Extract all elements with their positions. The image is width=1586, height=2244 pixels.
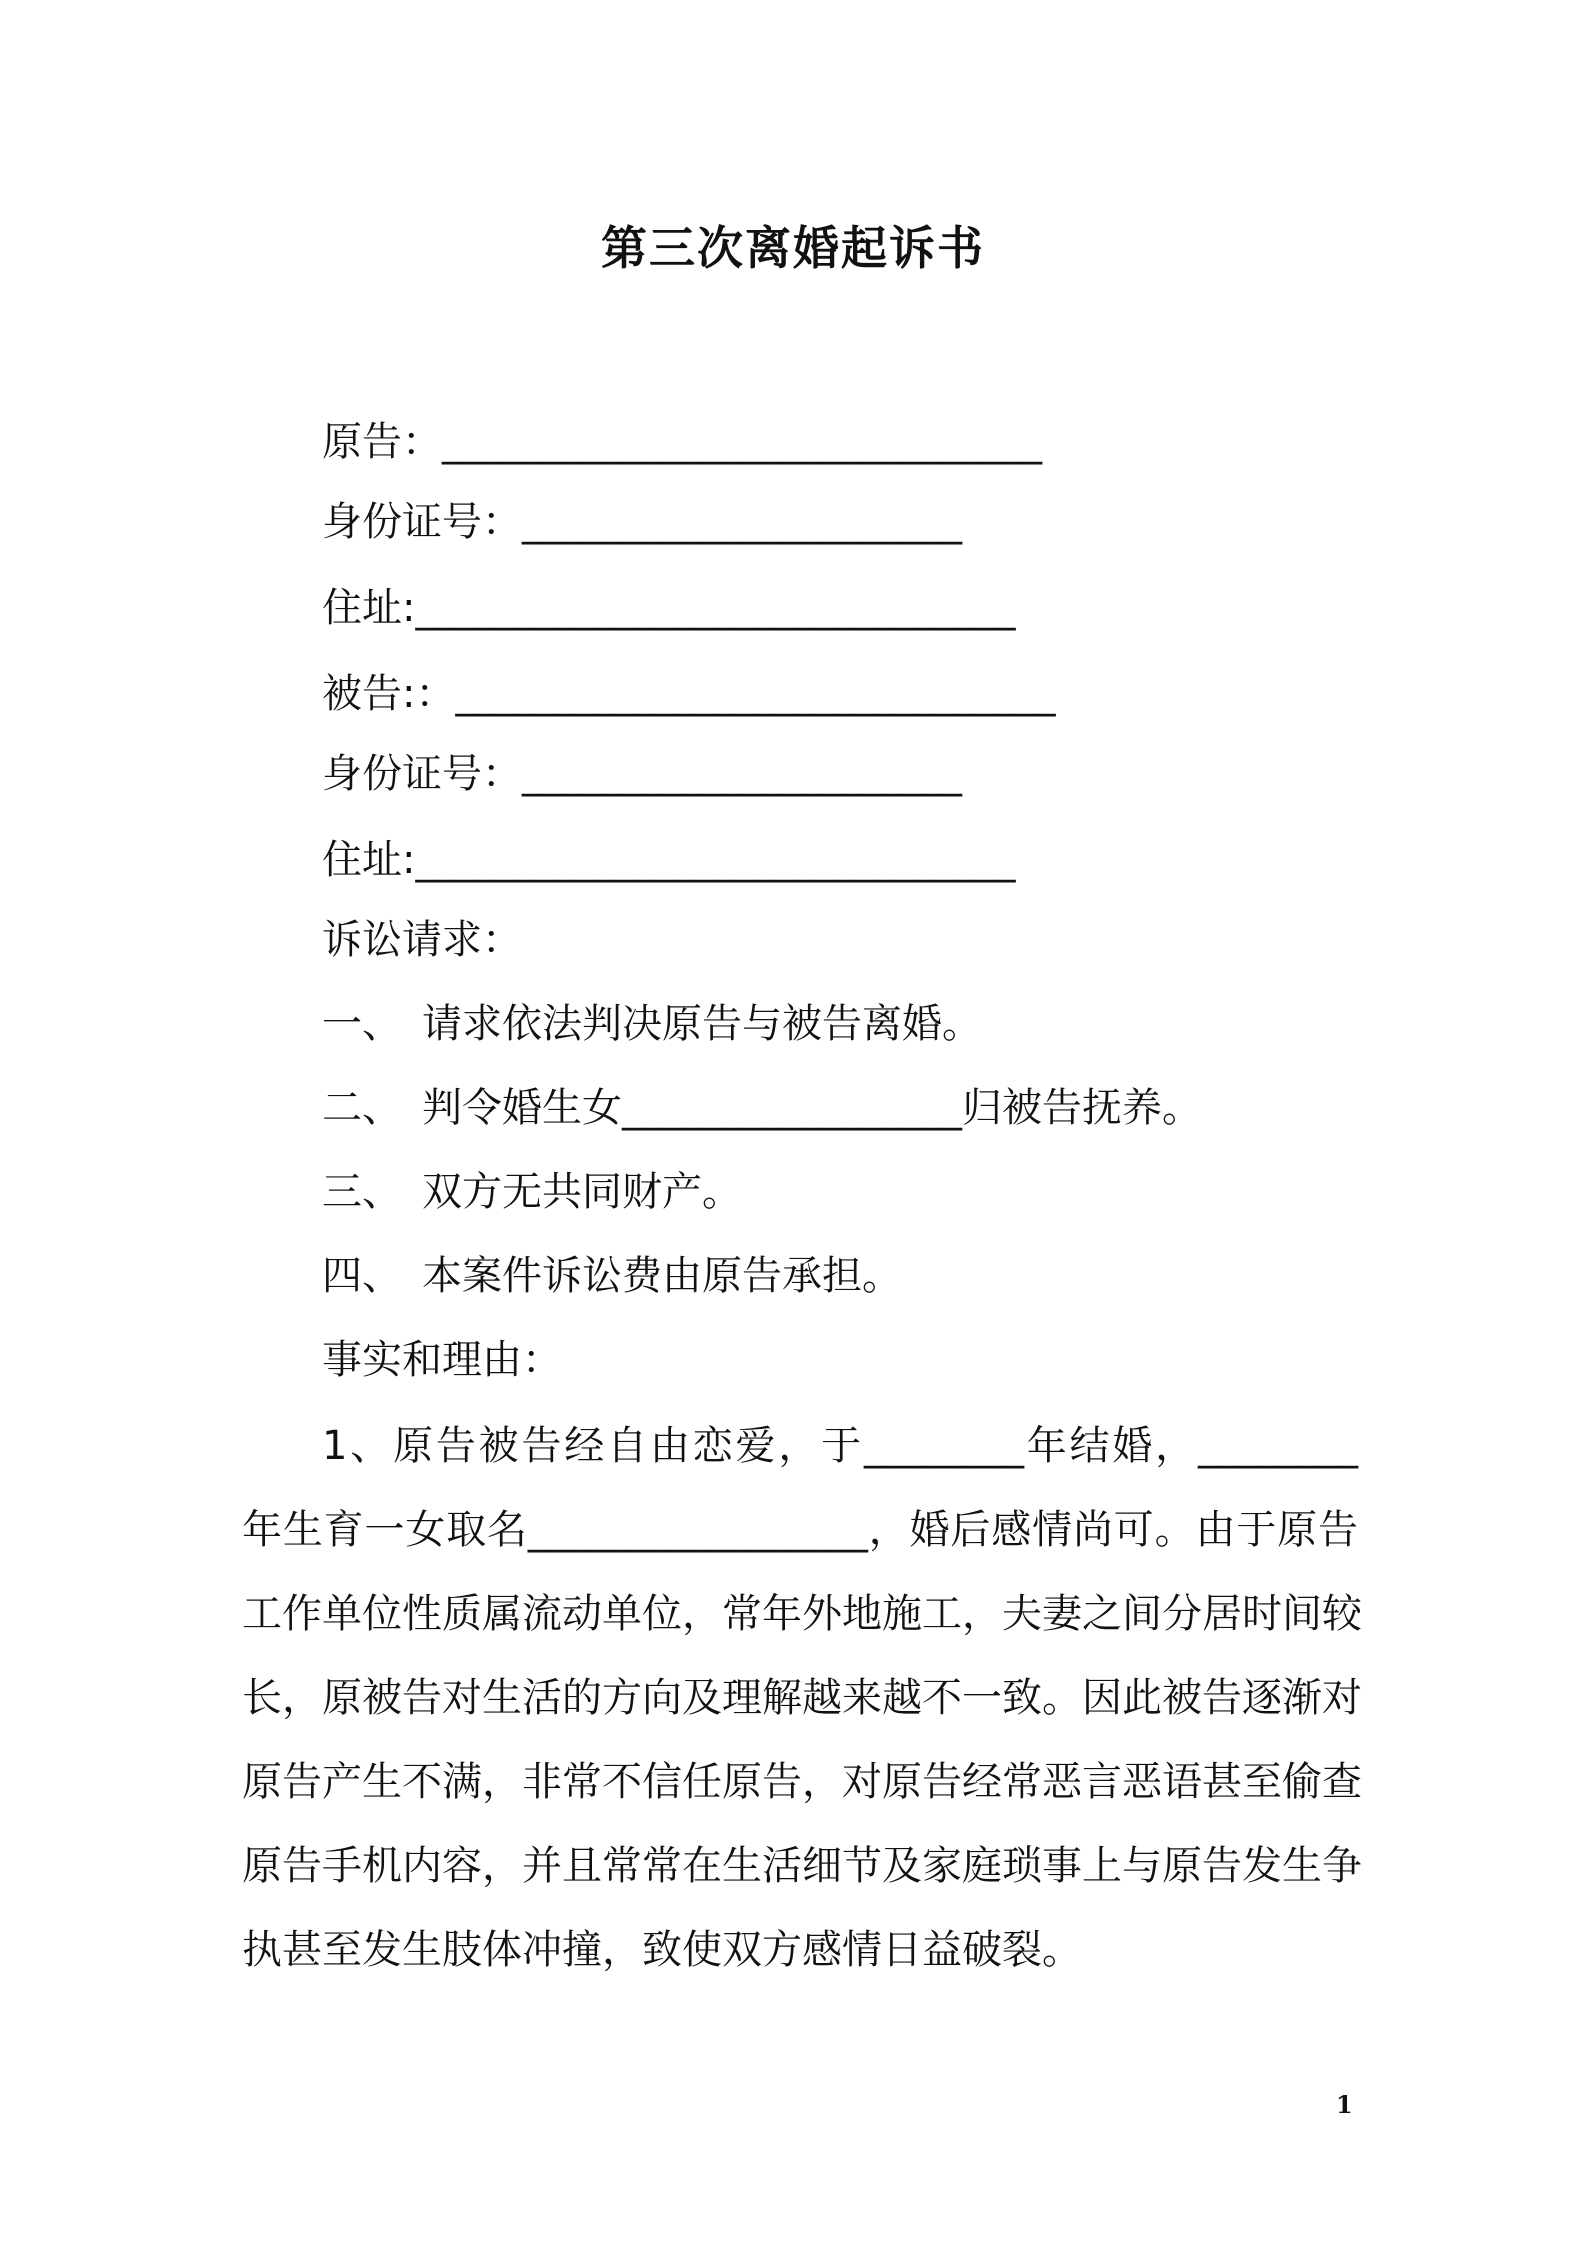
claims-heading: 诉讼请求： — [322, 917, 522, 963]
plaintiff-field: 原告：______________________________ — [322, 419, 1042, 465]
claim-item — [322, 1164, 742, 1220]
document-title: 第三次离婚起诉书 — [601, 221, 985, 275]
facts-line: 工作单位性质属流动单位，常年外地施工，夫妻之间分居时间较 — [242, 1591, 1362, 1637]
facts-line: 原告产生不满，非常不信任原告，对原告经常恶言恶语甚至偷查 — [242, 1759, 1362, 1805]
page-number: 1 — [1336, 2090, 1353, 2119]
defendant-id-field: 身份证号：______________________ — [322, 751, 962, 797]
facts-heading: 事实和理由： — [322, 1337, 562, 1383]
claim-number: 四、 — [322, 1253, 402, 1299]
facts-line: 执甚至发生肢体冲撞，致使双方感情日益破裂。 — [242, 1927, 1082, 1973]
facts-line: 原告手机内容，并且常常在生活细节及家庭琐事上与原告发生争 — [242, 1843, 1362, 1889]
claim-text: 请求依法判决原告与被告离婚。 — [422, 1001, 982, 1047]
facts-paragraph — [242, 1404, 1362, 1992]
facts-line: 1、原告被告经自由恋爱，于________年结婚，________ — [322, 1423, 1358, 1469]
plaintiff-id-field: 身份证号：______________________ — [322, 499, 962, 545]
claim-text: 本案件诉讼费由原告承担。 — [422, 1253, 902, 1299]
claim-item — [322, 996, 982, 1052]
facts-line: 年生育一女取名_________________，婚后感情尚可。由于原告 — [242, 1507, 1358, 1553]
claim-item — [322, 1248, 902, 1304]
facts-line: 长，原被告对生活的方向及理解越来越不一致。因此被告逐渐对 — [242, 1675, 1362, 1721]
defendant-field: 被告:：______________________________ — [322, 671, 1056, 717]
claim-number: 一、 — [322, 1001, 402, 1047]
claim-text: 双方无共同财产。 — [422, 1169, 742, 1215]
plaintiff-address-field: 住址:______________________________ — [322, 585, 1016, 631]
claim-item — [322, 1080, 1202, 1136]
claim-number: 二、 — [322, 1085, 402, 1131]
claim-number: 三、 — [322, 1169, 402, 1215]
claim-text: 判令婚生女_________________归被告抚养。 — [422, 1085, 1202, 1131]
defendant-address-field: 住址:______________________________ — [322, 837, 1016, 883]
